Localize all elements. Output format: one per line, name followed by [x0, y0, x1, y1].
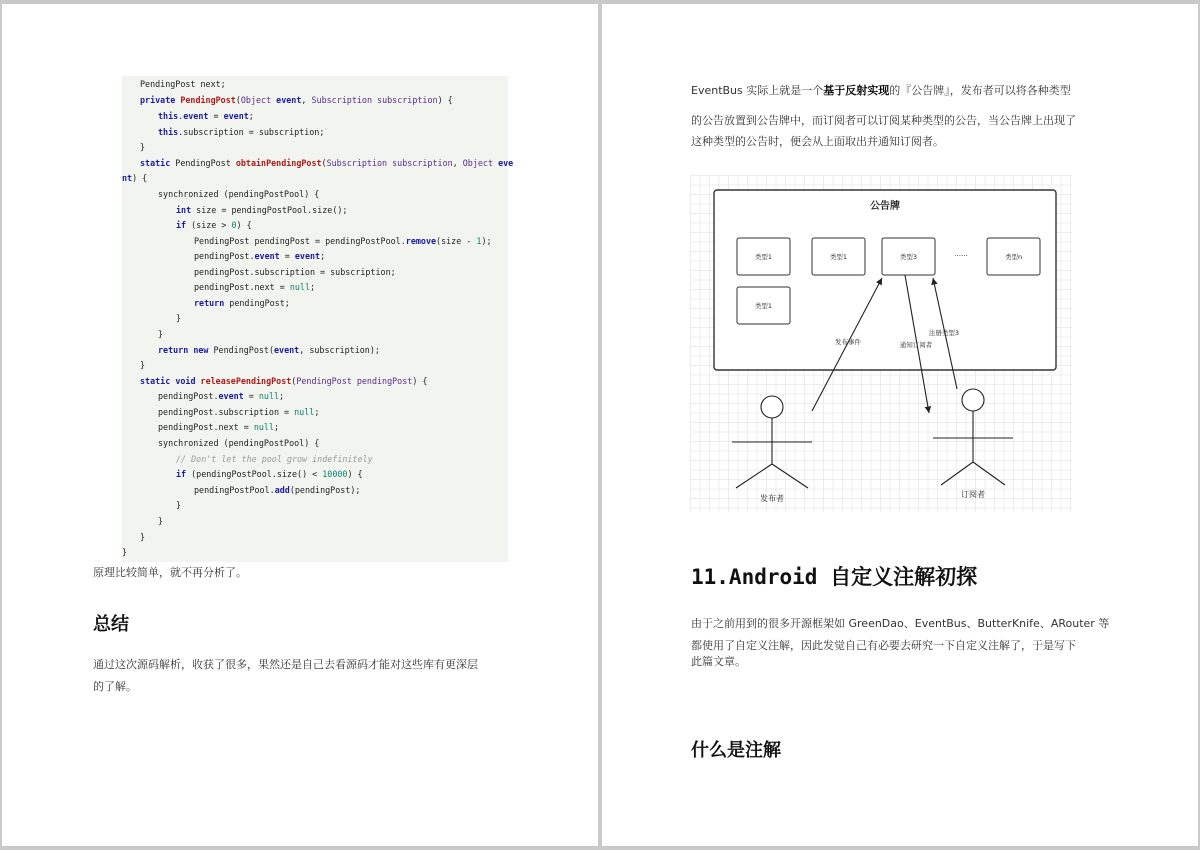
intro-line-2: 的公告放置到公告牌中，而订阅者可以订阅某种类型的公告，当公告牌上出现了: [691, 114, 1076, 127]
code-line-1: PendingPost next;: [140, 79, 226, 89]
right-page: [602, 4, 1198, 846]
publisher-figure: [732, 396, 812, 488]
para2-line-1: 由于之前用到的很多开源框架如 GreenDao、EventBus、ButterKnife、ARouter 等: [691, 617, 1110, 630]
code-line-27: pendingPostPool.add(pendingPost);: [194, 485, 361, 495]
subscriber-label: 订阅者: [961, 490, 985, 499]
para2-line-3: 此篇文章。: [691, 655, 746, 668]
code-line-14: pendingPost.next = null;: [194, 282, 316, 292]
code-line-20: static void releasePendingPost(PendingPost pendingPost) {: [140, 376, 428, 386]
code-line-23: pendingPost.next = null;: [158, 422, 280, 432]
intro-1c: 的『公告牌』，发布者可以将各种类型: [889, 84, 1071, 97]
after-code-text: 原理比较简单，就不再分析了。: [93, 566, 247, 579]
para2-line-2: 都使用了自定义注解，因此发觉自己有必要去研究一下自定义注解了，于是写下: [691, 639, 1076, 652]
code-line-7: nt) {: [122, 173, 148, 183]
type-box-n-label: 类型n: [1004, 253, 1023, 261]
code-line-31: }: [122, 547, 128, 557]
subscriber-figure: [933, 389, 1013, 485]
code-block: [122, 76, 514, 562]
board-title: 公告牌: [870, 201, 900, 212]
summary-line-2: 的了解。: [93, 680, 137, 693]
type-box-row2-label: 类型1: [754, 302, 773, 310]
label-publish: 发布事件: [835, 338, 861, 346]
code-line-9: int size = pendingPostPool.size();: [176, 205, 348, 215]
code-line-22: pendingPost.subscription = null;: [158, 407, 320, 417]
intro-1a: EventBus 实际上就是一个: [691, 84, 824, 97]
code-line-2: private PendingPost(Object event, Subscription subscription) {: [140, 95, 453, 105]
label-register: 注册类型3: [928, 329, 960, 337]
code-line-28: }: [176, 500, 182, 510]
code-line-3: this.event = event;: [158, 111, 254, 121]
code-line-11: PendingPost pendingPost = pendingPostPool.remove(size - 1);: [194, 236, 492, 246]
type-box-3-label: 类型3: [899, 253, 918, 261]
code-line-26: if (pendingPostPool.size() < 10000) {: [176, 469, 363, 479]
code-line-24: synchronized (pendingPostPool) {: [158, 438, 320, 448]
code-line-30: }: [140, 532, 146, 542]
summary-line-1: 通过这次源码解析，收获了很多，果然还是自己去看源码才能对这些库有更深层: [93, 658, 478, 671]
code-line-29: }: [158, 516, 164, 526]
type-ellipsis: ······: [954, 252, 968, 260]
code-line-15: return pendingPost;: [194, 298, 290, 308]
code-line-16: }: [176, 313, 182, 323]
code-line-17: }: [158, 329, 164, 339]
code-line-8: synchronized (pendingPostPool) {: [158, 189, 320, 199]
code-line-4: this.subscription = subscription;: [158, 127, 325, 137]
heading-summary: 总结: [93, 614, 129, 635]
heading-section-11: 11.Android 自定义注解初探: [691, 565, 978, 589]
code-line-13: pendingPost.subscription = subscription;: [194, 267, 396, 277]
intro-line-1: [691, 80, 1071, 102]
type-box-1-label: 类型1: [754, 253, 773, 261]
code-line-5: }: [140, 142, 146, 152]
heading-what-is-annotation: 什么是注解: [691, 740, 781, 761]
code-line-6: static PendingPost obtainPendingPost(Subscription subscription, Object eve: [140, 158, 514, 168]
publisher-label: 发布者: [760, 494, 784, 503]
left-page: [2, 4, 598, 846]
code-line-25: // Don't let the pool grow indefinitely: [176, 454, 373, 464]
board-box: [714, 190, 1056, 370]
code-line-10: if (size > 0) {: [176, 220, 252, 230]
code-line-18: return new PendingPost(event, subscription);: [158, 345, 380, 355]
code-line-21: pendingPost.event = null;: [158, 391, 285, 401]
eventbus-diagram: [690, 175, 1072, 511]
intro-line-3: 这种类型的公告时，便会从上面取出并通知订阅者。: [691, 135, 944, 148]
label-notify: 通知订阅者: [899, 341, 933, 349]
code-line-19: }: [140, 360, 146, 370]
code-line-12: pendingPost.event = event;: [194, 251, 326, 261]
type-box-2-label: 类型1: [829, 253, 848, 261]
intro-emphasis: 基于反射实现: [823, 84, 890, 97]
